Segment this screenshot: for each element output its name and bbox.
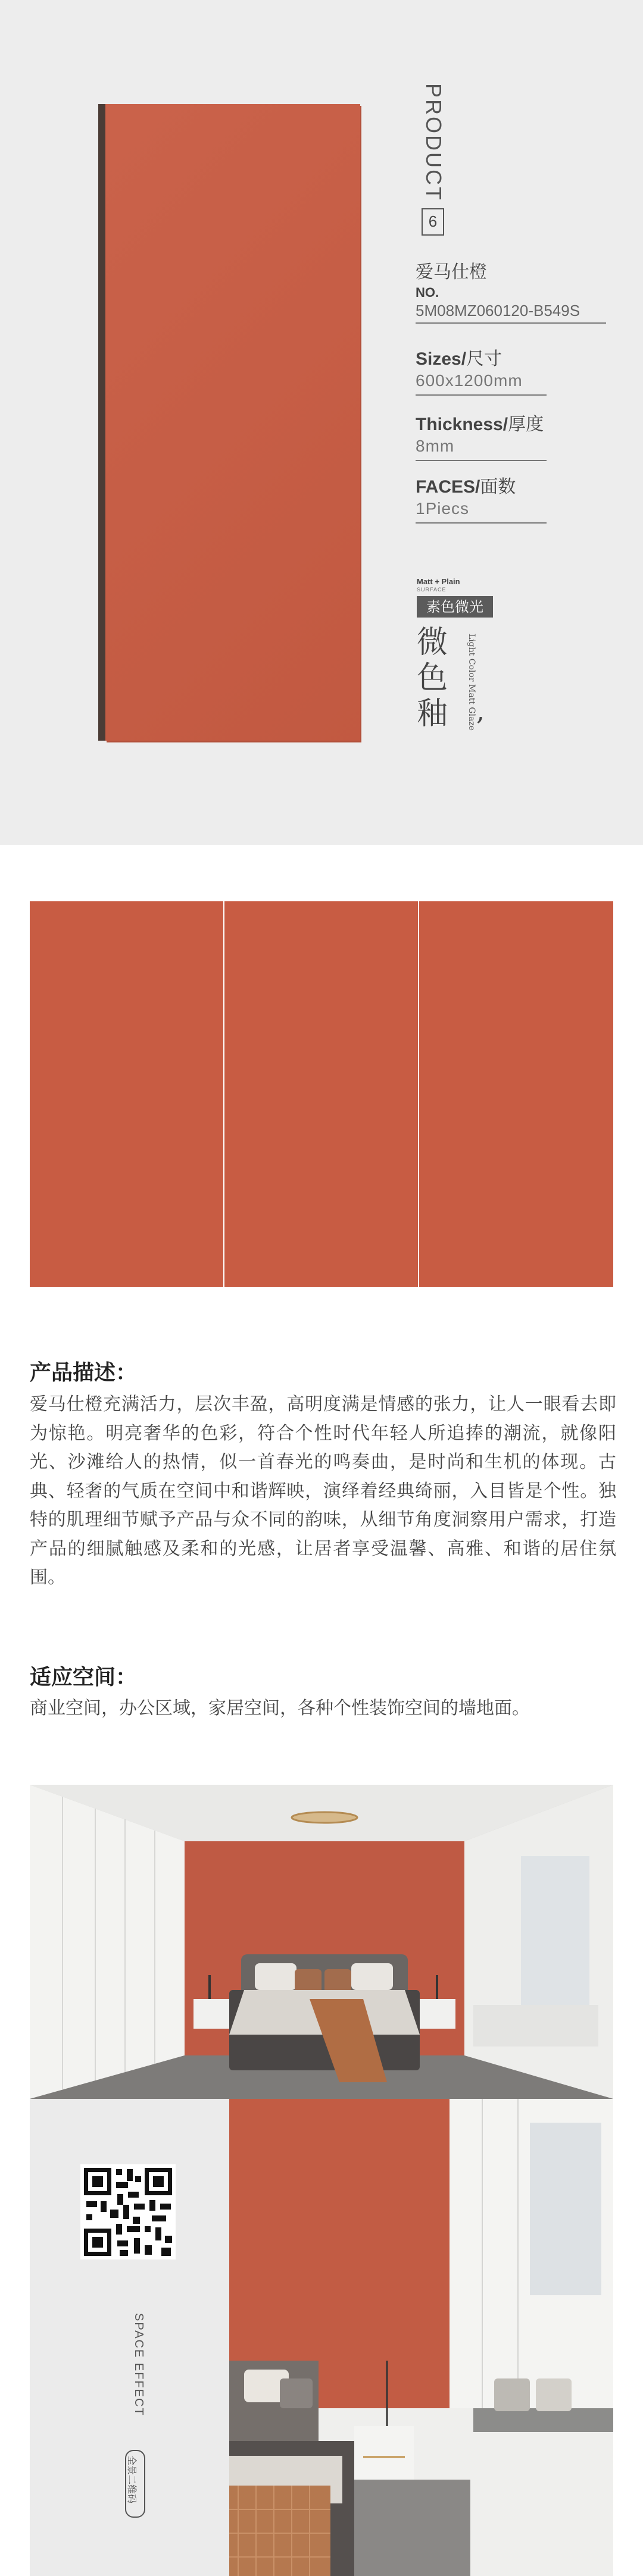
- logo-dark-label: 素色微光: [417, 596, 493, 618]
- qr-badge: [125, 2450, 145, 2518]
- product-code: 5M08MZ060120-B549S: [416, 301, 606, 324]
- bedroom-image-1: [30, 1785, 613, 2099]
- product-name: 爱马仕橙: [416, 262, 487, 282]
- application-heading: 适应空间：: [30, 1665, 138, 1689]
- spec-sizes: [416, 348, 558, 396]
- product-word: PRODUCT: [422, 83, 446, 202]
- sizes-label-cn: 尺寸: [466, 349, 502, 369]
- thickness-value: 8mm: [416, 436, 547, 461]
- logo-vertical-text: Light Color Matt Glaze: [467, 634, 476, 731]
- tile-panel-1: [30, 901, 223, 1287]
- spec-name-block: [416, 261, 580, 324]
- space-effect-text: SPACE EFFECT: [132, 2313, 145, 2417]
- product-hero: [0, 0, 643, 845]
- product-no-label: NO.: [416, 285, 439, 300]
- bedroom-image-2: [30, 2099, 613, 2576]
- description-heading: 产品描述：: [30, 1360, 138, 1384]
- tile-panel-3: [419, 901, 613, 1287]
- faces-label-cn: 面数: [480, 477, 516, 497]
- spec-faces: [416, 476, 558, 524]
- description-body: 爱马仕橙充满活力，层次丰盈，高明度满是情感的张力，让人一眼看去即为惊艳。明亮奢华的色彩，符合个性时代年轻人所追捧的潮流，就像阳光、沙滩给人的热情，似一首春光的鸣奏曲，是时尚和生机的体现。古典、轻奢的气质在空间中和谐辉映，演绎着经典绮丽，入目皆是个性。独特的肌理细节赋予产品与众不同的韵味，从细节角度洞察用户需求，打造产品的细腻触感及柔和的光感，让居者享受温馨、高雅、和谐的居住氛围。: [30, 1394, 616, 1587]
- faces-label-en: FACES/: [416, 477, 480, 497]
- thickness-label-en: Thickness/: [416, 415, 508, 434]
- logo-line2: SURFACE: [417, 587, 447, 593]
- application-body: 商业空间，办公区域，家居空间，各种个性装饰空间的墙地面。: [30, 1698, 530, 1718]
- logo-line1: Matt + Plain: [417, 577, 460, 586]
- spec-thickness: [416, 413, 558, 461]
- faces-value: 1Piecs: [416, 499, 547, 524]
- sizes-value: 600x1200mm: [416, 371, 547, 396]
- qr-badge-text: 全景二维码: [126, 2456, 136, 2504]
- space-effect-label: [132, 2313, 150, 2444]
- thickness-label-cn: 厚度: [508, 415, 544, 434]
- qr-code-icon: [80, 2164, 176, 2260]
- logo-comma: ,: [476, 696, 485, 726]
- sizes-label-en: Sizes/: [416, 349, 467, 369]
- logo-big-text: 微色釉: [417, 625, 448, 732]
- product-number: 6: [422, 208, 444, 236]
- tile-sample: [105, 104, 360, 741]
- tile-panel-2: [224, 901, 418, 1287]
